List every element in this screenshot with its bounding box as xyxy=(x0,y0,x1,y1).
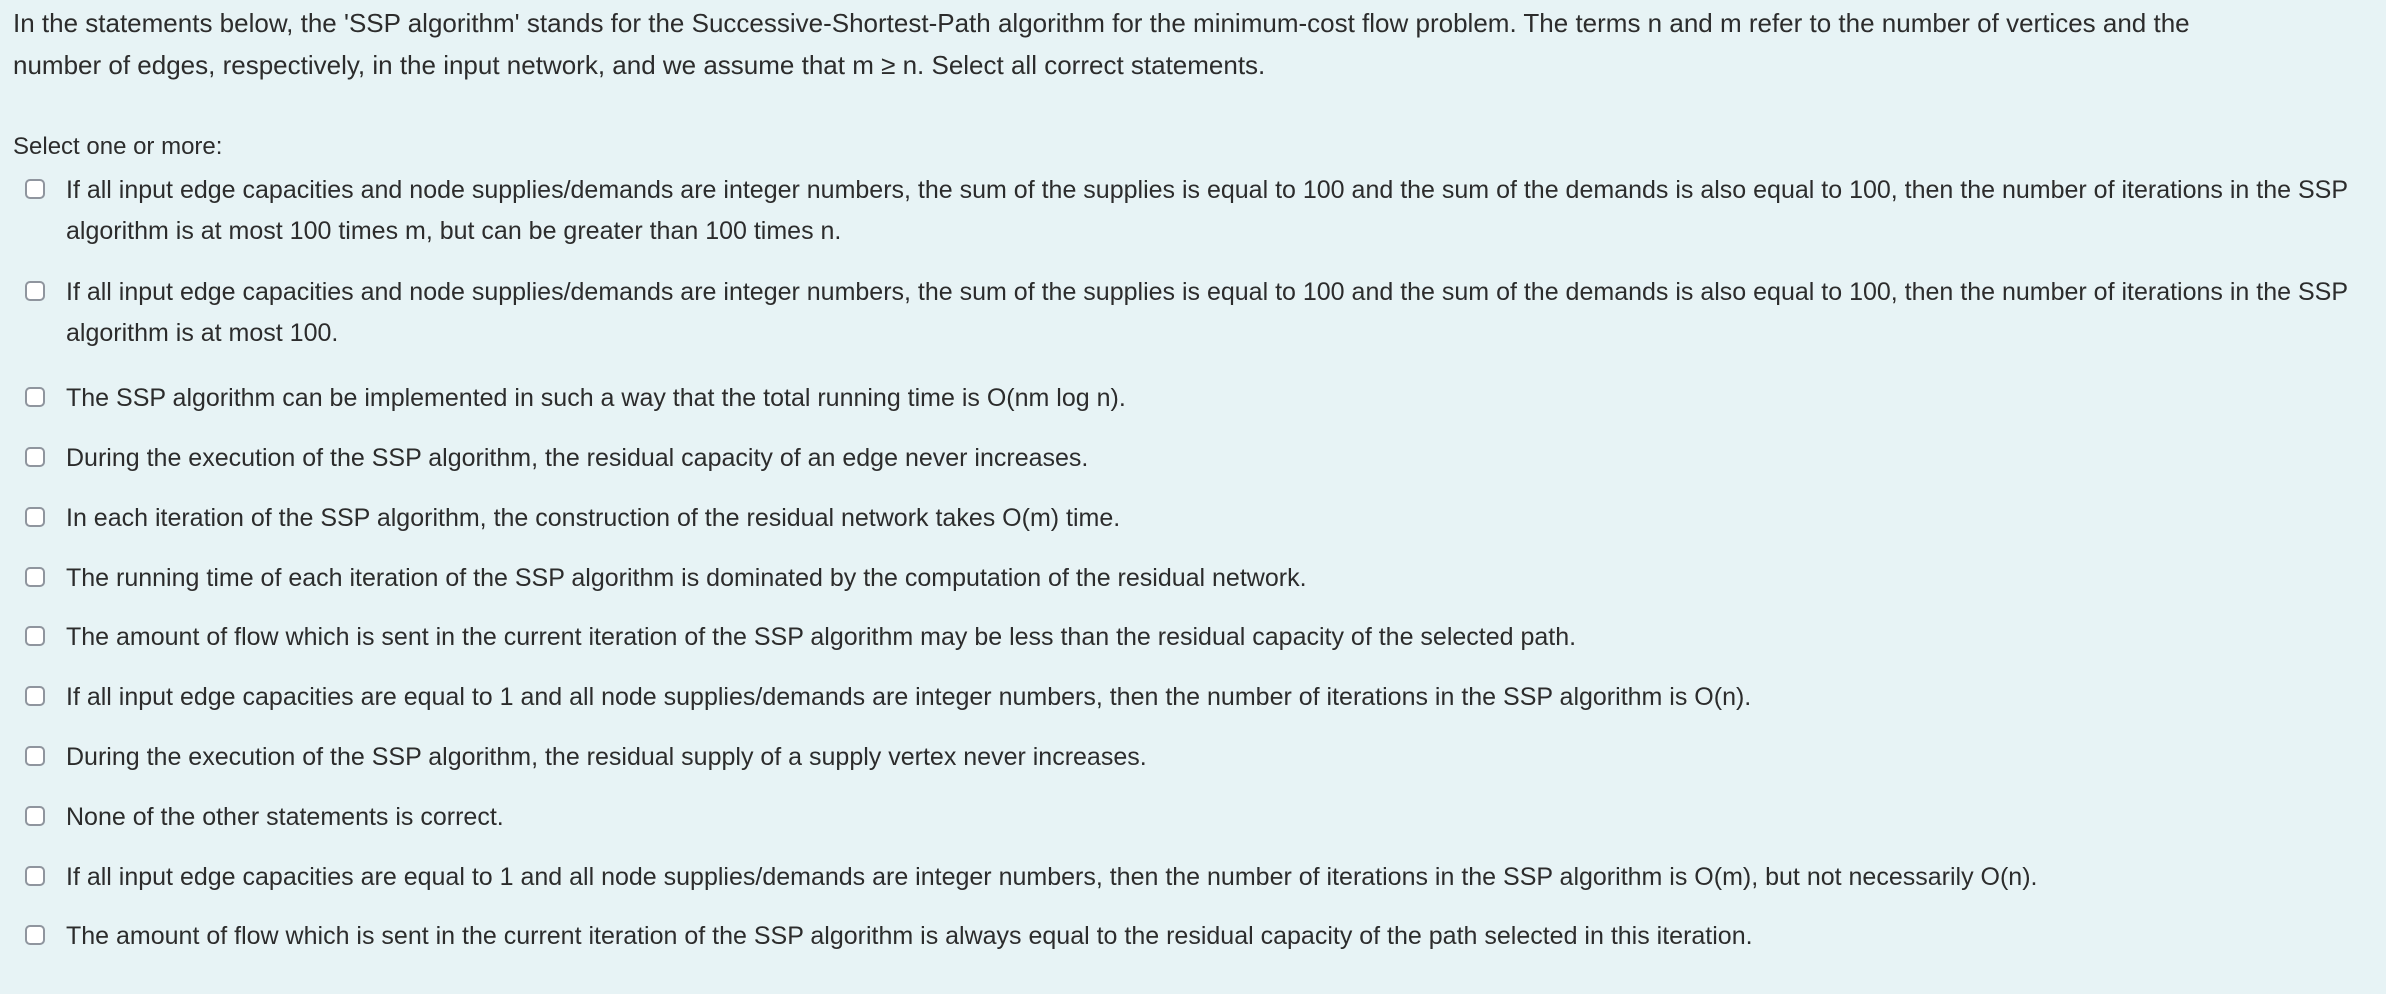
selection-prompt: Select one or more: xyxy=(13,133,223,160)
answer-checkbox[interactable] xyxy=(25,281,45,301)
question-text xyxy=(13,2,2373,86)
answer-label[interactable]: If all input edge capacities are equal to 1 and all node supplies/demands are integer numbers, then the number of iterations in the SSP algorithm is O(m), but not necessarily O(n). xyxy=(66,863,2038,891)
answer-label[interactable]: The amount of flow which is sent in the current iteration of the SSP algorithm is always equal to the residual capacity of the path selected in this iteration. xyxy=(66,922,1753,950)
answer-checkbox[interactable] xyxy=(25,626,45,646)
answer-label[interactable]: If all input edge capacities are equal to 1 and all node supplies/demands are integer numbers, then the number of iterations in the SSP algorithm is O(n). xyxy=(66,683,1752,711)
answer-checkbox[interactable] xyxy=(25,179,45,199)
answer-checkbox[interactable] xyxy=(25,925,45,945)
answer-label[interactable]: None of the other statements is correct. xyxy=(66,803,504,831)
answer-label[interactable]: In each iteration of the SSP algorithm, the construction of the residual network takes O(m) time. xyxy=(66,504,1121,532)
question-line-1: In the statements below, the 'SSP algorithm' stands for the Successive-Shortest-Path algorithm for the minimum-cost flow problem. The terms n and m refer to the number of vertices and the xyxy=(13,8,2190,38)
answer-label[interactable]: If all input edge capacities and node supplies/demands are integer numbers, the sum of the supplies is equal to 100 and the sum of the demands is also equal to 100, then the number of iterations in the SSP algorithm is at most 100. xyxy=(66,278,2348,347)
answer-label[interactable]: The amount of flow which is sent in the current iteration of the SSP algorithm may be less than the residual capacity of the selected path. xyxy=(66,623,1577,651)
answer-label[interactable]: During the execution of the SSP algorithm, the residual supply of a supply vertex never increases. xyxy=(66,743,1147,771)
answer-label[interactable]: The running time of each iteration of the SSP algorithm is dominated by the computation of the residual network. xyxy=(66,564,1307,592)
answer-checkbox[interactable] xyxy=(25,806,45,826)
answer-checkbox[interactable] xyxy=(25,866,45,886)
question-line-2: number of edges, respectively, in the input network, and we assume that m ≥ n. Select all correct statements. xyxy=(13,50,1266,80)
answer-checkbox[interactable] xyxy=(25,746,45,766)
answer-checkbox[interactable] xyxy=(25,447,45,467)
answer-label[interactable]: The SSP algorithm can be implemented in such a way that the total running time is O(nm log n). xyxy=(66,384,1126,412)
answer-checkbox[interactable] xyxy=(25,686,45,706)
answer-checkbox[interactable] xyxy=(25,507,45,527)
answer-checkbox[interactable] xyxy=(25,567,45,587)
answer-label[interactable]: If all input edge capacities and node supplies/demands are integer numbers, the sum of the supplies is equal to 100 and the sum of the demands is also equal to 100, then the number of iterations in the SSP algorithm is at most 100 times m, but can be greater than 100 times n. xyxy=(66,176,2348,245)
answer-checkbox[interactable] xyxy=(25,387,45,407)
answer-label[interactable]: During the execution of the SSP algorithm, the residual capacity of an edge never increases. xyxy=(66,444,1089,472)
